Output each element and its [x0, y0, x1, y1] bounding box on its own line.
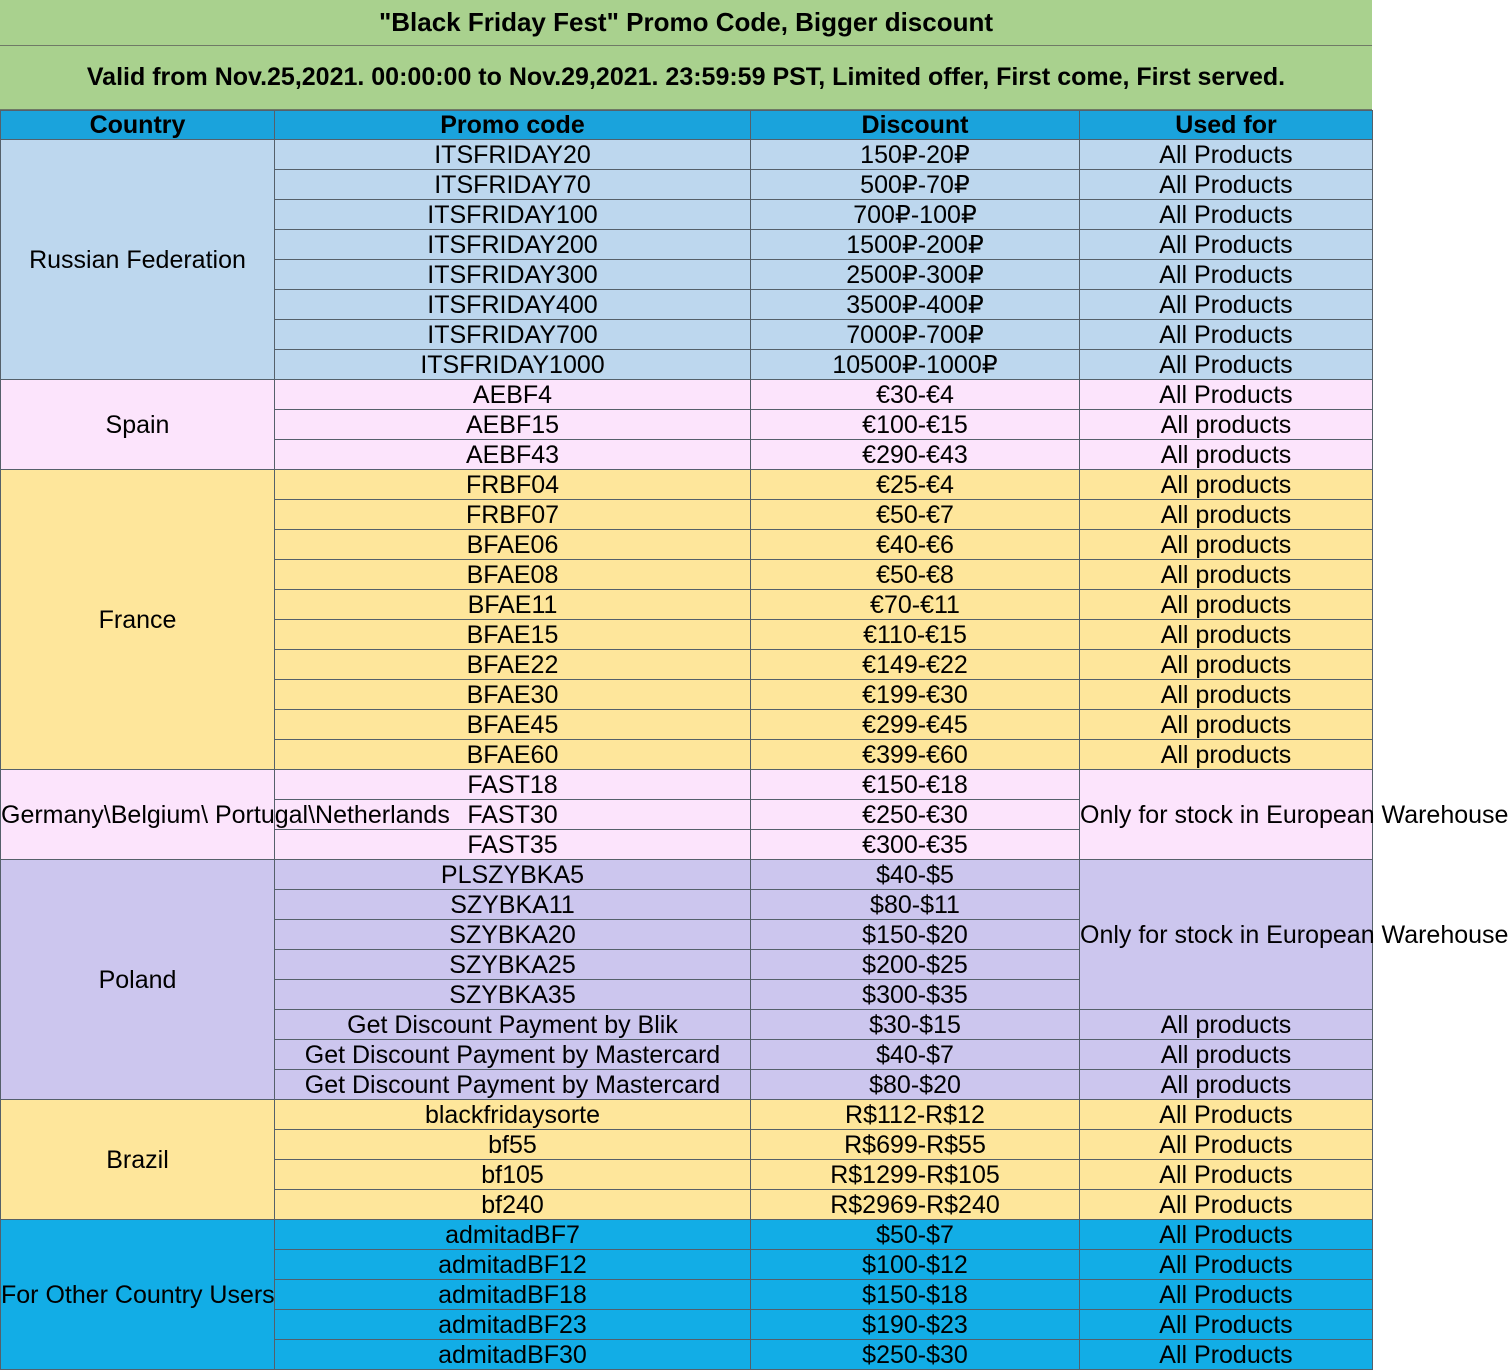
used-for-cell: All products — [1080, 560, 1373, 590]
table-row — [1, 770, 1373, 800]
used-for-cell: All Products — [1080, 230, 1373, 260]
used-for-cell: All products — [1080, 680, 1373, 710]
promo-code-cell: Get Discount Payment by Mastercard — [275, 1070, 751, 1100]
discount-cell: $150-$20 — [751, 920, 1080, 950]
used-for-cell: All Products — [1080, 200, 1373, 230]
promo-code-cell: BFAE22 — [275, 650, 751, 680]
promo-code-cell: admitadBF30 — [275, 1340, 751, 1370]
country-cell: Germany\Belgium\ Portugal\Netherlands — [1, 770, 275, 860]
promo-code-cell: bf240 — [275, 1190, 751, 1220]
discount-cell: $100-$12 — [751, 1250, 1080, 1280]
discount-cell: 2500₽-300₽ — [751, 260, 1080, 290]
promo-code-cell: admitadBF12 — [275, 1250, 751, 1280]
discount-cell: 500₽-70₽ — [751, 170, 1080, 200]
table-row — [1, 140, 1373, 170]
promo-code-cell: admitadBF7 — [275, 1220, 751, 1250]
used-for-cell: All products — [1080, 1040, 1373, 1070]
discount-cell: €70-€11 — [751, 590, 1080, 620]
promo-code-cell: ITSFRIDAY400 — [275, 290, 751, 320]
used-for-cell: All Products — [1080, 1130, 1373, 1160]
used-for-cell: All products — [1080, 440, 1373, 470]
discount-cell: 1500₽-200₽ — [751, 230, 1080, 260]
promo-code-cell: BFAE08 — [275, 560, 751, 590]
header-country: Country — [1, 111, 275, 140]
discount-cell: 3500₽-400₽ — [751, 290, 1080, 320]
table-row — [1, 1100, 1373, 1130]
used-for-cell: All products — [1080, 470, 1373, 500]
discount-cell: $40-$7 — [751, 1040, 1080, 1070]
promo-code-cell: BFAE06 — [275, 530, 751, 560]
used-for-cell: All Products — [1080, 1220, 1373, 1250]
discount-cell: €290-€43 — [751, 440, 1080, 470]
discount-cell: $200-$25 — [751, 950, 1080, 980]
used-for-cell: All products — [1080, 1010, 1373, 1040]
used-for-cell: All Products — [1080, 1160, 1373, 1190]
discount-cell: €300-€35 — [751, 830, 1080, 860]
discount-cell: €50-€8 — [751, 560, 1080, 590]
header-promo-code: Promo code — [275, 111, 751, 140]
promo-code-cell: ITSFRIDAY100 — [275, 200, 751, 230]
country-cell: Russian Federation — [1, 140, 275, 380]
page-title: "Black Friday Fest" Promo Code, Bigger discount — [0, 0, 1372, 46]
promo-code-cell: FRBF07 — [275, 500, 751, 530]
discount-cell: $150-$18 — [751, 1280, 1080, 1310]
used-for-cell: All products — [1080, 590, 1373, 620]
discount-cell: €150-€18 — [751, 770, 1080, 800]
used-for-cell: All Products — [1080, 170, 1373, 200]
discount-cell: €110-€15 — [751, 620, 1080, 650]
used-for-cell: All products — [1080, 620, 1373, 650]
used-for-cell: All products — [1080, 740, 1373, 770]
discount-cell: R$2969-R$240 — [751, 1190, 1080, 1220]
used-for-note: Only for stock in European Warehouse — [1080, 770, 1373, 860]
promo-code-cell: BFAE15 — [275, 620, 751, 650]
promo-code-cell: SZYBKA20 — [275, 920, 751, 950]
country-cell: France — [1, 470, 275, 770]
used-for-cell: All Products — [1080, 350, 1373, 380]
used-for-cell: All products — [1080, 410, 1373, 440]
promo-code-cell: ITSFRIDAY1000 — [275, 350, 751, 380]
used-for-cell: All Products — [1080, 1340, 1373, 1370]
promo-code-cell: ITSFRIDAY700 — [275, 320, 751, 350]
promo-code-cell: BFAE30 — [275, 680, 751, 710]
discount-cell: €199-€30 — [751, 680, 1080, 710]
promo-code-cell: bf55 — [275, 1130, 751, 1160]
promo-code-cell: ITSFRIDAY20 — [275, 140, 751, 170]
promo-code-cell: PLSZYBKA5 — [275, 860, 751, 890]
promo-code-cell: bf105 — [275, 1160, 751, 1190]
promo-code-cell: admitadBF23 — [275, 1310, 751, 1340]
promo-code-cell: AEBF4 — [275, 380, 751, 410]
country-cell: Poland — [1, 860, 275, 1100]
discount-cell: €100-€15 — [751, 410, 1080, 440]
used-for-cell: All Products — [1080, 260, 1373, 290]
promo-code-cell: blackfridaysorte — [275, 1100, 751, 1130]
used-for-cell: All products — [1080, 710, 1373, 740]
promo-code-cell: SZYBKA35 — [275, 980, 751, 1010]
discount-cell: $80-$11 — [751, 890, 1080, 920]
promo-code-cell: FAST18 — [275, 770, 751, 800]
table-row — [1, 860, 1373, 890]
discount-cell: €25-€4 — [751, 470, 1080, 500]
promo-code-cell: BFAE45 — [275, 710, 751, 740]
discount-cell: €40-€6 — [751, 530, 1080, 560]
promo-table — [0, 110, 1508, 1370]
promo-code-cell: ITSFRIDAY70 — [275, 170, 751, 200]
discount-cell: $40-$5 — [751, 860, 1080, 890]
promo-code-cell: FAST30 — [275, 800, 751, 830]
promo-code-cell: Get Discount Payment by Blik — [275, 1010, 751, 1040]
promo-code-cell: FRBF04 — [275, 470, 751, 500]
validity-banner: Valid from Nov.25,2021. 00:00:00 to Nov.29,2021. 23:59:59 PST, Limited offer, First come, First served. — [0, 46, 1372, 110]
used-for-cell: All Products — [1080, 1100, 1373, 1130]
used-for-cell: All products — [1080, 530, 1373, 560]
discount-cell: 7000₽-700₽ — [751, 320, 1080, 350]
promo-code-cell: SZYBKA11 — [275, 890, 751, 920]
country-cell: Brazil — [1, 1100, 275, 1220]
promo-code-cell: ITSFRIDAY200 — [275, 230, 751, 260]
discount-cell: $190-$23 — [751, 1310, 1080, 1340]
table-row — [1, 1220, 1373, 1250]
used-for-cell: All products — [1080, 650, 1373, 680]
discount-cell: 10500₽-1000₽ — [751, 350, 1080, 380]
country-cell: For Other Country Users — [1, 1220, 275, 1370]
promo-code-cell: BFAE11 — [275, 590, 751, 620]
promo-code-cell: BFAE60 — [275, 740, 751, 770]
discount-cell: R$699-R$55 — [751, 1130, 1080, 1160]
used-for-note: Only for stock in European Warehouse — [1080, 860, 1373, 1010]
promo-code-cell: ITSFRIDAY300 — [275, 260, 751, 290]
used-for-cell: All Products — [1080, 1190, 1373, 1220]
discount-cell: $50-$7 — [751, 1220, 1080, 1250]
discount-cell: $250-$30 — [751, 1340, 1080, 1370]
discount-cell: 700₽-100₽ — [751, 200, 1080, 230]
promo-code-cell: AEBF15 — [275, 410, 751, 440]
promo-code-cell: FAST35 — [275, 830, 751, 860]
discount-cell: €149-€22 — [751, 650, 1080, 680]
discount-cell: $30-$15 — [751, 1010, 1080, 1040]
used-for-cell: All Products — [1080, 290, 1373, 320]
discount-cell: $80-$20 — [751, 1070, 1080, 1100]
discount-cell: R$1299-R$105 — [751, 1160, 1080, 1190]
used-for-cell: All products — [1080, 500, 1373, 530]
used-for-cell: All Products — [1080, 320, 1373, 350]
used-for-cell: All Products — [1080, 140, 1373, 170]
country-cell: Spain — [1, 380, 275, 470]
discount-cell: €299-€45 — [751, 710, 1080, 740]
used-for-cell: All Products — [1080, 1310, 1373, 1340]
discount-cell: €399-€60 — [751, 740, 1080, 770]
discount-cell: €50-€7 — [751, 500, 1080, 530]
header-discount: Discount — [751, 111, 1080, 140]
used-for-cell: All Products — [1080, 380, 1373, 410]
header-row — [1, 111, 1373, 140]
used-for-cell: All Products — [1080, 1250, 1373, 1280]
promo-code-cell: SZYBKA25 — [275, 950, 751, 980]
promo-code-cell: Get Discount Payment by Mastercard — [275, 1040, 751, 1070]
discount-cell: 150₽-20₽ — [751, 140, 1080, 170]
discount-cell: €30-€4 — [751, 380, 1080, 410]
promo-code-cell: admitadBF18 — [275, 1280, 751, 1310]
header-used-for: Used for — [1080, 111, 1373, 140]
table-row — [1, 470, 1373, 500]
discount-cell: $300-$35 — [751, 980, 1080, 1010]
used-for-cell: All products — [1080, 1070, 1373, 1100]
used-for-cell: All Products — [1080, 1280, 1373, 1310]
discount-cell: €250-€30 — [751, 800, 1080, 830]
table-row — [1, 380, 1373, 410]
promo-code-cell: AEBF43 — [275, 440, 751, 470]
discount-cell: R$112-R$12 — [751, 1100, 1080, 1130]
